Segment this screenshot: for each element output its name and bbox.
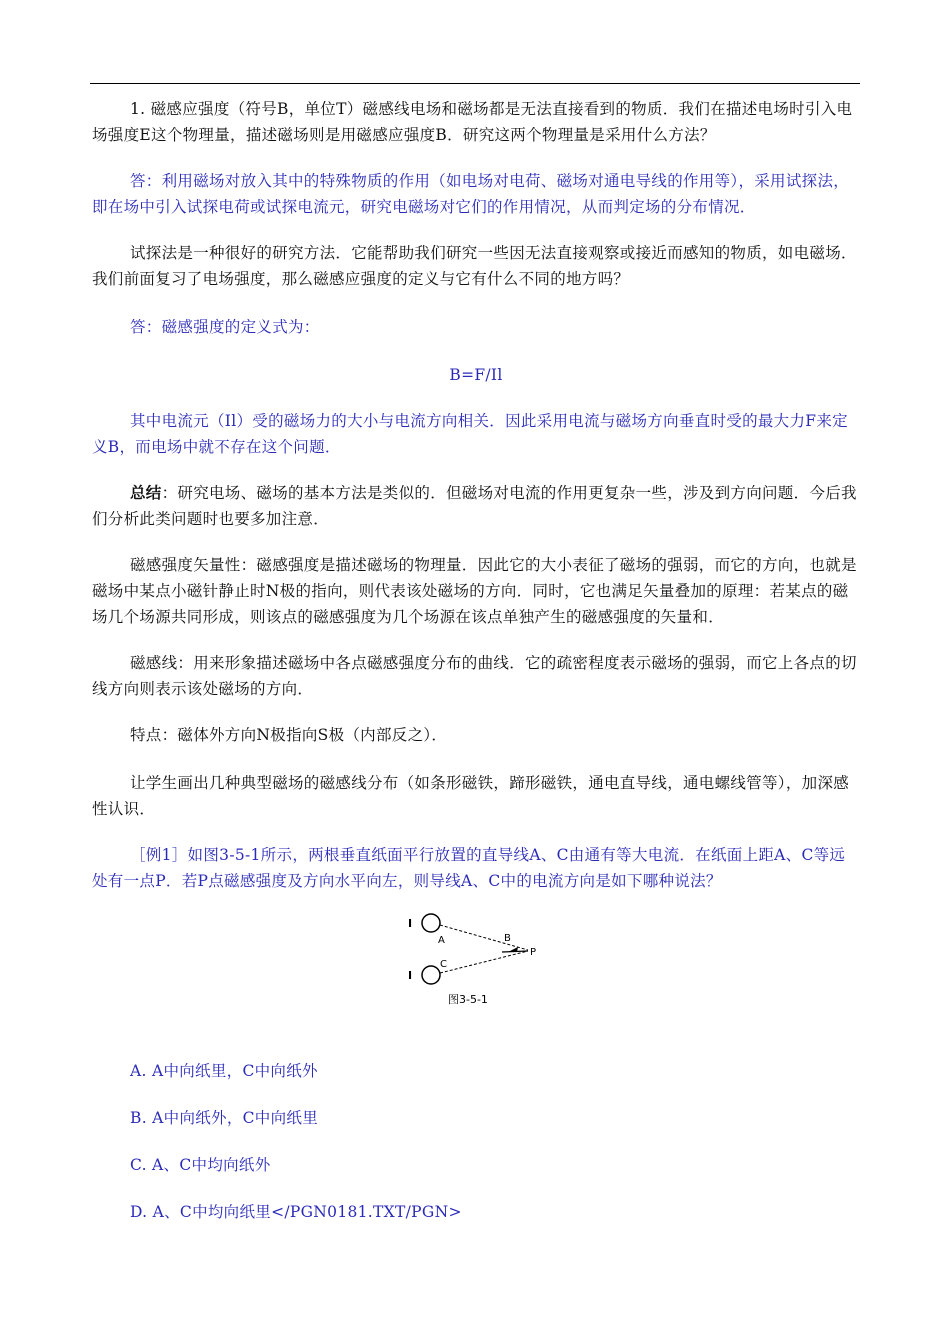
line-c-to-p xyxy=(440,951,528,973)
summary-paragraph xyxy=(92,480,860,532)
formula: B=F/Il xyxy=(449,366,503,384)
summary-text: ：研究电场、磁场的基本方法是类似的．但磁场对电流的作用更复杂一些，涉及到方向问题．今后我们分析此类问题时也要多加注意． xyxy=(92,484,857,528)
answer-2-explanation: 其中电流元（Il）受的磁场力的大小与电流方向相关．因此采用电流与磁场方向垂直时受的最大力F来定义B，而电场中就不存在这个问题． xyxy=(92,412,848,456)
paragraph-feature: 特点：磁体外方向N极指向S极（内部反之）． xyxy=(130,726,448,744)
figure-label-p: P xyxy=(530,947,537,958)
header-rule xyxy=(90,83,860,84)
option-a: A. A中向纸里，C中向纸外 xyxy=(130,1062,318,1080)
figure-label-a: A xyxy=(438,935,445,946)
answer-1: 答：利用磁场对放入其中的特殊物质的作用（如电场对电荷、磁场对通电导线的作用等），采用试探法，即在场中引入试探电荷或试探电流元，研究电磁场对它们的作用情况，从而判定场的分布情况． xyxy=(92,172,850,216)
figure-caption: 图3-5-1 xyxy=(448,993,488,1006)
line-a-to-p xyxy=(440,925,528,950)
question-1: 1. 磁感应强度（符号B，单位T）磁感线电场和磁场都是无法直接看到的物质．我们在描述电场时引入电场强度E这个物理量，描述磁场则是用磁感应强度B．研究这两个物理量是采用什么方法？ xyxy=(92,100,853,144)
option-c: C. A、C中均向纸外 xyxy=(130,1156,271,1174)
option-d: D. A、C中均向纸里</PGN0181.TXT/PGN> xyxy=(130,1203,462,1221)
figure-3-5-1 xyxy=(400,905,550,1015)
figure-label-b: B xyxy=(504,933,511,944)
paragraph-trial-method: 试探法是一种很好的研究方法．它能帮助我们研究一些因无法直接观察或接近而感知的物质，如电磁场．我们前面复习了电场强度，那么磁感应强度的定义与它有什么不同的地方吗？ xyxy=(92,244,857,288)
wire-a-circle xyxy=(422,914,440,932)
figure-label-i-top: I xyxy=(408,917,413,930)
paragraph-field-lines: 磁感线：用来形象描述磁场中各点磁感强度分布的曲线．它的疏密程度表示磁场的强弱，而它上各点的切线方向则表示该处磁场的方向． xyxy=(92,654,857,698)
example-1: ［例1］如图3-5-1所示，两根垂直纸面平行放置的直导线A、C由通有等大电流．在纸面上距A、C等远处有一点P．若P点磁感强度及方向水平向左，则导线A、C中的电流方向是如下哪种说法？ xyxy=(92,846,846,890)
paragraph-activity: 让学生画出几种典型磁场的磁感线分布（如条形磁铁，蹄形磁铁，通电直导线，通电螺线管等），加深感性认识． xyxy=(92,774,850,818)
summary-label: 总结 xyxy=(130,484,162,502)
figure-label-i-bottom: I xyxy=(408,969,413,982)
wire-c-circle xyxy=(422,966,440,984)
figure-label-c: C xyxy=(440,959,447,970)
paragraph-vector: 磁感强度矢量性：磁感强度是描述磁场的物理量．因此它的大小表征了磁场的强弱，而它的方向，也就是磁场中某点小磁针静止时N极的指向，则代表该处磁场的方向．同时，它也满足矢量叠加的原理：若某点的磁场几个场源共同形成，则该点的磁感强度为几个场源在该点单独产生的磁感强度的矢量和． xyxy=(92,556,857,626)
answer-2: 答：磁感强度的定义式为： xyxy=(130,318,320,336)
option-b: B. A中向纸外，C中向纸里 xyxy=(130,1109,318,1127)
